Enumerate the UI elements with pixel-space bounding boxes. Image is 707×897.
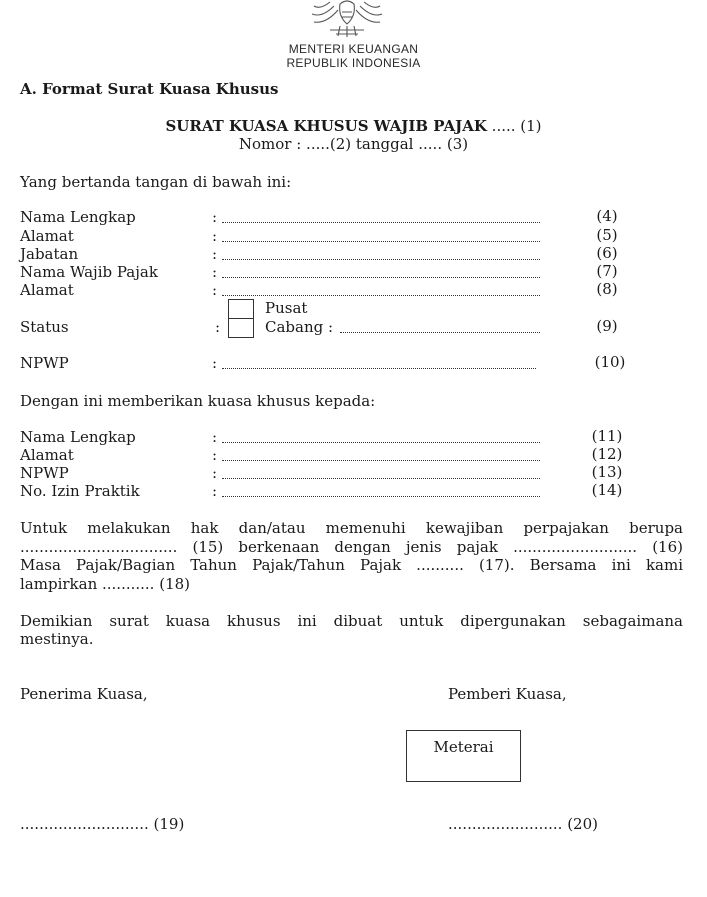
ministry-line-2: REPUBLIK INDONESIA [286,56,421,70]
ministry-heading [0,42,707,70]
field-dotted-line[interactable] [222,496,540,497]
npwp-label: NPWP [20,354,69,372]
field-number: (8) [596,280,618,298]
status-pusat-checkbox[interactable] [228,299,254,319]
grantor-label: Pemberi Kuasa, [448,685,567,703]
field-number: (5) [596,226,618,244]
field-label: Nama Wajib Pajak [20,263,158,281]
status-cabang-label: Cabang : [265,318,334,336]
document-title [0,117,707,135]
field-dotted-line[interactable] [222,277,540,278]
field-label: Nama Lengkap [20,428,136,446]
field-dotted-line[interactable] [222,442,540,443]
field-number: (14) [591,481,623,499]
purpose-line: lampirkan ........... (18) [20,575,191,593]
field-dotted-line[interactable] [222,241,540,242]
field-colon: : [212,281,218,299]
closing-line: mestinya. [20,630,94,648]
status-pusat-label: Pusat [265,299,308,317]
field-dotted-line[interactable] [222,259,540,260]
field-label: No. Izin Praktik [20,482,140,500]
field-colon: : [212,482,218,500]
document-number-line: Nomor : .....(2) tanggal ..... (3) [238,135,469,153]
field-number: (12) [591,445,623,463]
status-colon: : [215,318,221,336]
field-label: Jabatan [20,245,79,263]
purpose-line: Masa Pajak/Bagian Tahun Pajak/Tahun Pajak .......... (17). Bersama ini kami [20,556,683,574]
field-colon: : [212,263,218,281]
closing-line: Demikian surat kuasa khusus ini dibuat untuk dipergunakan sebagaimana [20,612,683,630]
recipient-signature-line[interactable]: ........................... (19) [20,815,185,833]
field-colon: : [212,227,218,245]
npwp-number: (10) [594,353,626,371]
field-label: Alamat [20,227,74,245]
purpose-line: Untuk melakukan hak dan/atau memenuhi kewajiban perpajakan berupa [20,519,683,537]
field-colon: : [212,245,218,263]
ministry-line-1: MENTERI KEUANGAN [288,42,419,56]
garuda-emblem-icon [300,0,394,40]
field-number: (11) [591,427,623,445]
document-title-text: SURAT KUASA KHUSUS WAJIB PAJAK [165,117,487,135]
stamp-label: Meterai [433,738,494,756]
field-dotted-line[interactable] [222,222,540,223]
field-number: (7) [596,262,618,280]
field-dotted-line[interactable] [222,460,540,461]
field-label: Alamat [20,281,74,299]
npwp-colon: : [212,354,218,372]
field-label: Nama Lengkap [20,208,136,226]
intro-text: Yang bertanda tangan di bawah ini: [20,173,292,191]
field-colon: : [212,464,218,482]
field-label: NPWP [20,464,69,482]
field-colon: : [212,428,218,446]
npwp-dotted-line[interactable] [222,368,536,369]
status-cabang-dotted-line[interactable] [340,332,540,333]
field-number: (13) [591,463,623,481]
field-number: (4) [596,207,618,225]
purpose-line: ................................. (15) berkenaan dengan jenis pajak .......................... (16) [20,538,683,556]
field-colon: : [212,446,218,464]
field-number: (6) [596,244,618,262]
field-label: Alamat [20,446,74,464]
status-label: Status [20,318,69,336]
grantor-signature-line[interactable]: ........................ (20) [448,815,598,833]
field-dotted-line[interactable] [222,295,540,296]
section-title: A. Format Surat Kuasa Khusus [20,80,279,98]
recipient-label: Penerima Kuasa, [20,685,148,703]
stamp-box [406,730,521,782]
grant-intro-text: Dengan ini memberikan kuasa khusus kepada: [20,392,376,410]
document-title-suffix: ..... (1) [491,117,542,135]
field-dotted-line[interactable] [222,478,540,479]
field-colon: : [212,208,218,226]
status-cabang-checkbox[interactable] [228,318,254,338]
status-number: (9) [596,317,618,335]
